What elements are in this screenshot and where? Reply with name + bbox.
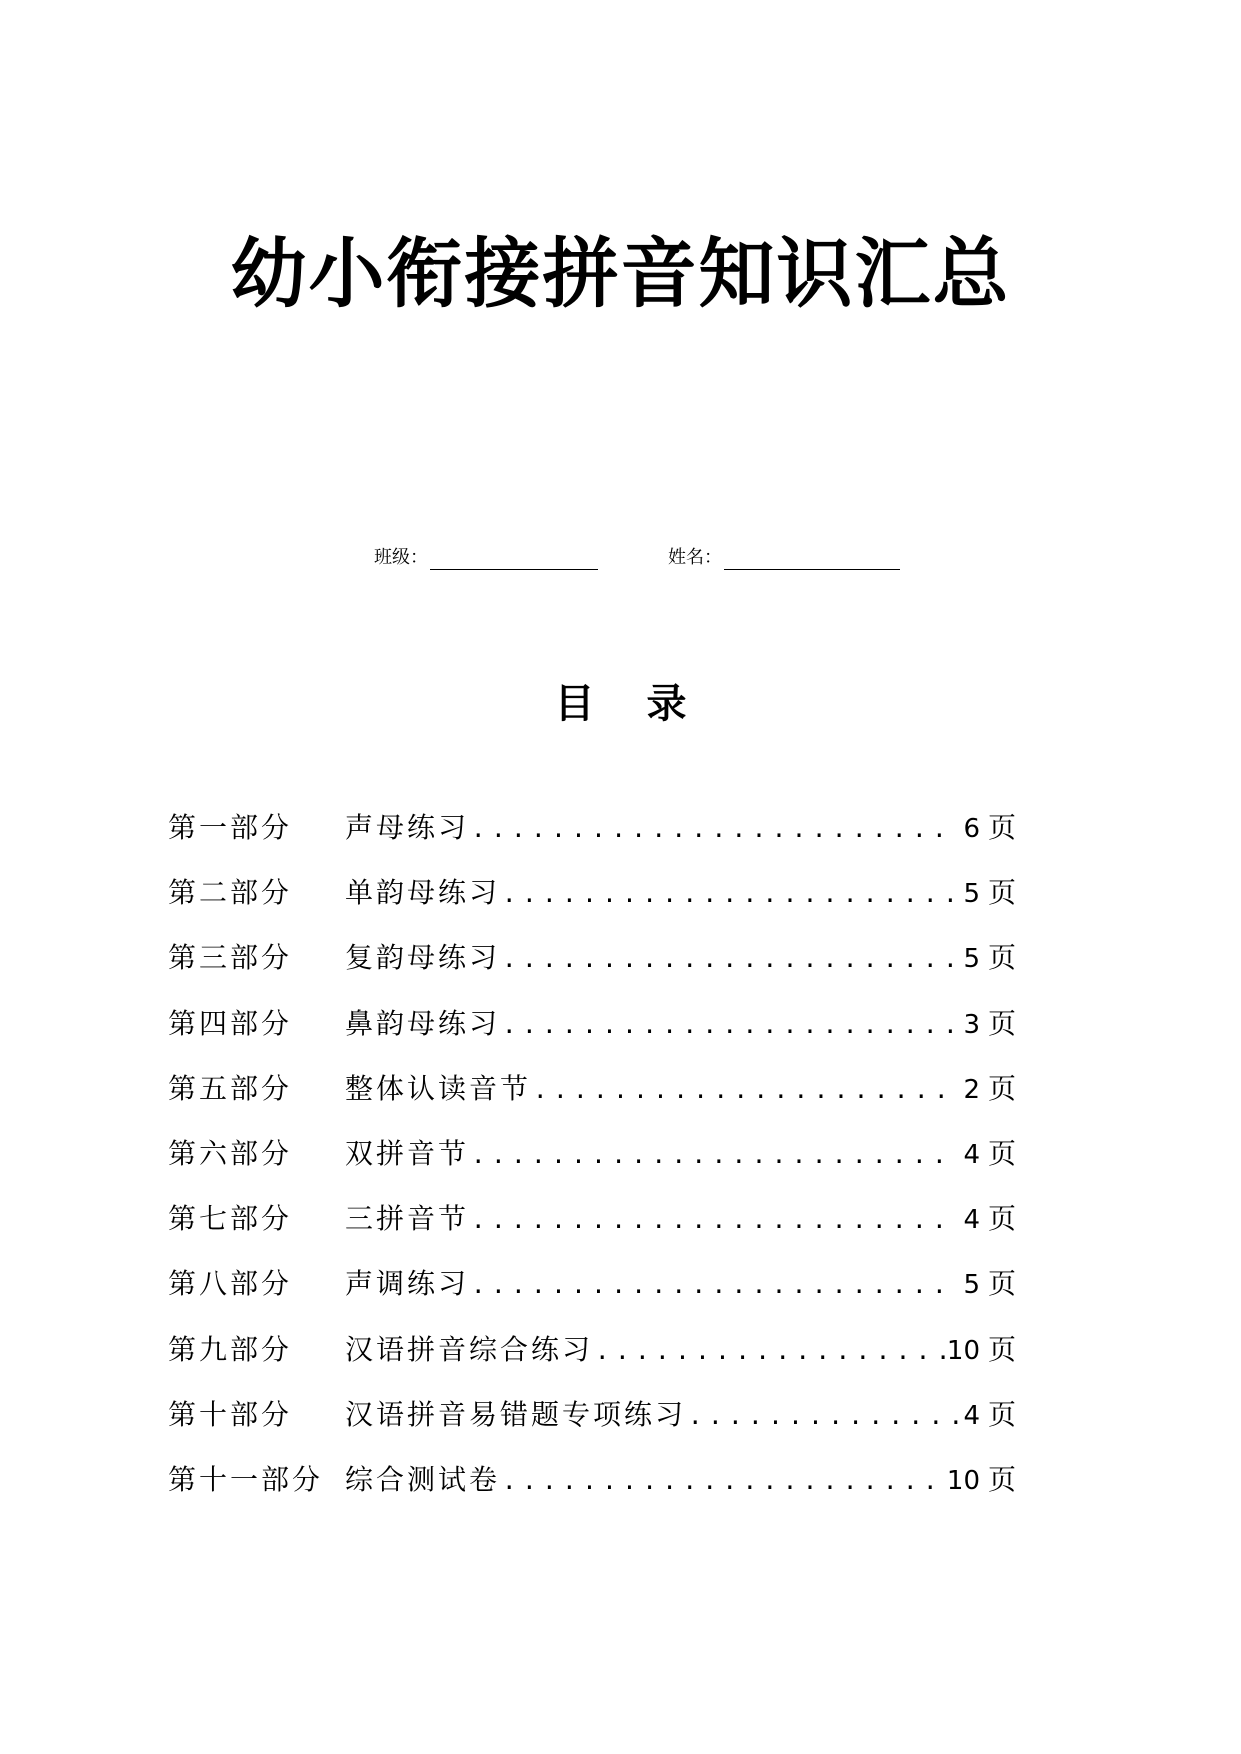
toc-item-page: 10 (946, 1465, 980, 1496)
toc-item-unit: 页 (988, 876, 1017, 910)
toc-item-page: 10 (946, 1335, 980, 1366)
toc-item-unit: 页 (988, 1136, 1017, 1170)
toc-item-page: 4 (963, 1139, 980, 1170)
toc-item-unit: 页 (988, 1071, 1017, 1105)
toc-leader-dots (471, 1135, 958, 1175)
class-field (374, 546, 598, 570)
toc-item-unit: 页 (988, 941, 1017, 975)
toc-item-page: 5 (963, 944, 980, 975)
toc-leader-dots (688, 1396, 958, 1436)
toc-leader-dots (502, 939, 958, 979)
toc-item[interactable] (168, 1264, 1018, 1329)
toc-item-part: 第十部分 (168, 1397, 293, 1431)
toc-item[interactable] (168, 1395, 1018, 1460)
toc-item-page: 2 (963, 1074, 980, 1105)
class-blank-line[interactable] (430, 547, 598, 570)
toc-item-name: 鼻韵母练习 (345, 1006, 501, 1040)
toc-item-unit: 页 (988, 1202, 1017, 1236)
name-blank-line[interactable] (724, 547, 900, 570)
toc-item-page: 5 (963, 879, 980, 910)
toc-item-page: 4 (963, 1205, 980, 1236)
toc-item[interactable] (168, 808, 1018, 873)
toc-item-unit: 页 (988, 1332, 1017, 1366)
toc-item-page: 6 (963, 814, 980, 844)
toc-item[interactable] (168, 873, 1018, 938)
toc-item[interactable] (168, 1199, 1018, 1264)
name-field (668, 546, 900, 570)
toc-leader-dots (502, 1005, 958, 1045)
toc-heading-right: 录 (646, 681, 687, 727)
toc-heading (0, 678, 1241, 730)
toc-item-name: 整体认读音节 (345, 1071, 532, 1105)
toc-item-part: 第一部分 (168, 811, 293, 844)
toc-leader-dots (471, 809, 958, 849)
toc-item-part: 第十一部分 (168, 1462, 324, 1496)
toc-item-page: 4 (963, 1400, 980, 1431)
class-label: 班级： (374, 547, 428, 568)
toc-item-part: 第二部分 (168, 876, 293, 910)
name-label: 姓名： (668, 547, 722, 568)
toc-item-name: 声母练习 (345, 811, 470, 844)
toc-item-part: 第八部分 (168, 1267, 293, 1301)
toc-item[interactable] (168, 1004, 1018, 1069)
toc-item-part: 第九部分 (168, 1332, 293, 1366)
toc-leader-dots (502, 1461, 945, 1501)
toc-item-name: 双拼音节 (345, 1136, 470, 1170)
toc-item-unit: 页 (988, 811, 1017, 844)
toc-item-unit: 页 (988, 1462, 1017, 1496)
toc-item-page: 5 (963, 1270, 980, 1301)
toc-item-name: 声调练习 (345, 1267, 470, 1301)
toc-item[interactable] (168, 938, 1018, 1003)
toc-leader-dots (533, 1070, 958, 1110)
toc-item-unit: 页 (988, 1006, 1017, 1040)
toc-leader-dots (471, 1200, 958, 1240)
toc-item[interactable] (168, 1069, 1018, 1134)
toc-item-name: 三拼音节 (345, 1202, 470, 1236)
toc-item-name: 汉语拼音综合练习 (345, 1332, 594, 1366)
toc-item-part: 第六部分 (168, 1136, 293, 1170)
toc-list (168, 808, 1018, 1525)
toc-item[interactable] (168, 1330, 1018, 1395)
toc-item-page: 3 (963, 1009, 980, 1040)
toc-item-part: 第三部分 (168, 941, 293, 975)
toc-item-name: 汉语拼音易错题专项练习 (345, 1397, 687, 1431)
toc-item-unit: 页 (988, 1267, 1017, 1301)
toc-item-name: 综合测试卷 (345, 1462, 501, 1496)
toc-item-name: 单韵母练习 (345, 876, 501, 910)
toc-heading-left: 目 (554, 681, 595, 727)
document-title: 幼小衔接拼音知识汇总 (230, 228, 1011, 318)
toc-leader-dots (502, 874, 958, 914)
toc-leader-dots (471, 1265, 958, 1305)
student-info-row (374, 546, 934, 576)
toc-item-unit: 页 (988, 1397, 1017, 1431)
toc-item-part: 第五部分 (168, 1071, 293, 1105)
toc-item[interactable] (168, 1134, 1018, 1199)
toc-item[interactable] (168, 1460, 1018, 1525)
toc-leader-dots (595, 1331, 945, 1371)
toc-item-part: 第四部分 (168, 1006, 293, 1040)
toc-item-name: 复韵母练习 (345, 941, 501, 975)
toc-item-part: 第七部分 (168, 1202, 293, 1236)
